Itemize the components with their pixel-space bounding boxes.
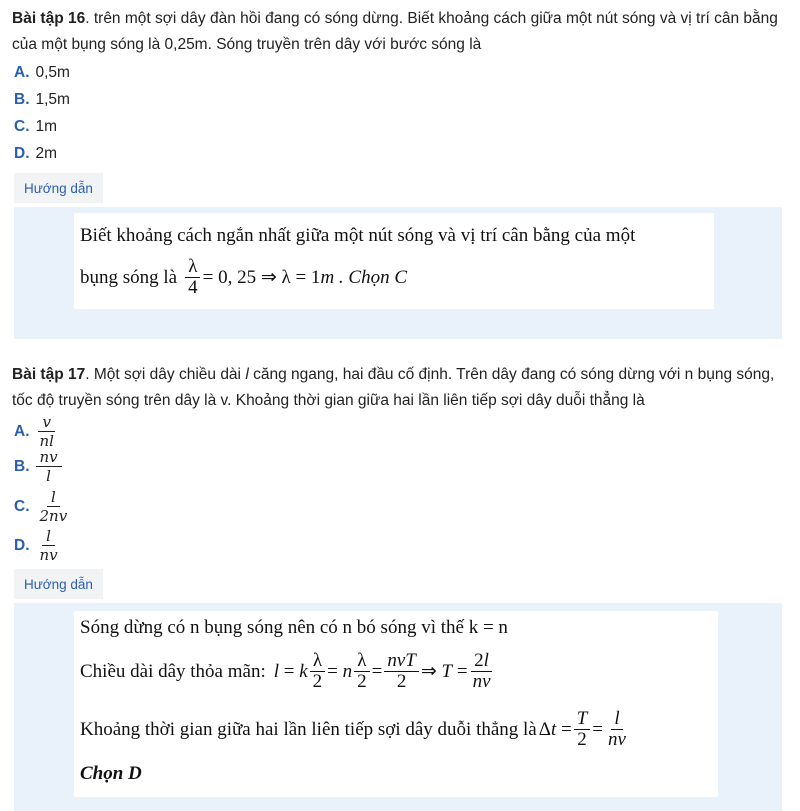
question-17-text-b: căng ngang, hai đầu cố định. Trên dây đang có sóng dừng với n bụng sóng, tốc độ truyền sóng trên dây là v. Khoảng thời gian giữa hai lần liên tiếp sợi dây duỗi thẳng là [12, 366, 775, 409]
option-fraction [36, 449, 62, 484]
fraction-numerator: l [611, 709, 622, 730]
option-letter: D. [14, 536, 30, 554]
option-letter: C. [14, 118, 30, 135]
fraction-denominator: nl [39, 432, 54, 450]
option-letter: B. [14, 457, 30, 475]
fraction-numerator: λ [310, 651, 325, 672]
question-16-label: Bài tập 16 [12, 10, 86, 27]
math-T: T [441, 660, 453, 682]
fraction-denominator: 2 [312, 671, 323, 692]
fraction-numerator: nvT [384, 651, 419, 672]
math-fraction [384, 651, 419, 692]
q16-solution-line-2 [80, 257, 407, 298]
option-letter: C. [14, 497, 30, 515]
solution-text: bụng sóng là [80, 266, 178, 288]
fraction-denominator: nv [608, 729, 626, 750]
fraction-numerator: 2l [471, 651, 492, 672]
q17-solution-box [14, 603, 782, 811]
fraction-denominator: nv [39, 546, 58, 564]
q16-solution-image [74, 213, 714, 309]
option-fraction [36, 489, 72, 524]
option-text: 0,5m [35, 64, 70, 81]
solution-text: Khoảng thời gian giữa hai lần liên tiếp sợi dây duỗi thẳng là [80, 718, 537, 740]
math-n: n [342, 660, 353, 682]
math-fraction [354, 651, 370, 692]
option-fraction [36, 414, 58, 449]
q16-option-c[interactable] [14, 118, 57, 136]
q16-solution-line-1: Biết khoảng cách ngắn nhất giữa một nút sóng và vị trí cân bằng của một [80, 225, 636, 246]
option-letter: A. [14, 422, 30, 440]
math-l: l [273, 660, 280, 682]
q17-solution-line-1: Sóng dừng có n bụng sóng nên có n bó sóng vì thế k = n [80, 617, 508, 638]
fraction-numerator: l [47, 489, 60, 507]
fraction-denominator: l [46, 467, 51, 485]
fraction-numerator: l [42, 528, 55, 546]
fraction-numerator: T [574, 709, 591, 730]
option-letter: B. [14, 91, 30, 108]
solution-equation: = 0, 25 ⇒ λ = 1 [202, 267, 321, 288]
q17-solution-line-2: Chiều dài dây thỏa mãn: l = k $\frac{\lambda}{2}$ = n $\frac{\lambda}{2}$ = nvT 2 ⇒ T = $\frac{2l}{nv}$ [80, 651, 496, 692]
q16-solution-box [14, 207, 782, 339]
q17-option-a[interactable] [14, 414, 58, 449]
q17-option-c[interactable] [14, 489, 71, 524]
math-delta-t: Δt [538, 718, 557, 740]
question-16-text: . trên một sợi dây đàn hồi đang có sóng dừng. Biết khoảng cách giữa một nút sóng và vị trí cân bằng của một bụng sóng là 0,25m. Sóng truyền trên dây với bước sóng là [12, 10, 778, 53]
q16-guide-button[interactable]: Hướng dẫn [14, 173, 103, 203]
q17-option-d[interactable] [14, 528, 62, 563]
fraction-denominator: 2 [396, 671, 407, 692]
option-text: 2m [35, 145, 58, 162]
option-text: 1,5m [35, 91, 70, 108]
fraction-numerator: v [38, 414, 54, 432]
fraction-denominator: 2 [577, 729, 587, 750]
q16-option-d[interactable] [14, 145, 57, 163]
math-fraction [310, 651, 326, 692]
solution-text: Chiều dài dây thỏa mãn: [80, 660, 266, 682]
q17-solution-image [74, 611, 718, 797]
question-17-text-a: . Một sợi dây chiều dài [85, 366, 246, 383]
math-k: k [299, 660, 308, 682]
math-fraction [605, 709, 629, 750]
lambda-over-4-fraction [185, 257, 201, 298]
option-letter: A. [14, 64, 30, 81]
fraction-denominator: 2nv [39, 507, 68, 525]
math-fraction [574, 709, 591, 750]
fraction-denominator: 4 [188, 277, 198, 298]
fraction-numerator: nv [36, 449, 62, 467]
option-letter: D. [14, 145, 30, 162]
q16-option-b[interactable] [14, 91, 70, 109]
q17-solution-line-3: Khoảng thời gian giữa hai lần liên tiếp sợi dây duỗi thẳng là Δt = $\frac{T}{2}$ = $\frac{l}{nv}$ [80, 709, 631, 750]
fraction-numerator: λ [354, 651, 369, 672]
q17-guide-button[interactable]: Hướng dẫn [14, 569, 103, 599]
solution-unit: m [320, 266, 335, 288]
option-fraction [36, 528, 62, 563]
option-text: 1m [35, 118, 58, 135]
q17-solution-line-4: Chọn D [80, 763, 142, 784]
question-17-variable-l: l [245, 366, 249, 383]
question-16 [12, 6, 788, 58]
math-fraction [470, 651, 494, 692]
fraction-numerator: λ [185, 257, 200, 278]
q16-option-a[interactable] [14, 64, 70, 82]
question-17 [12, 362, 788, 414]
fraction-denominator: 2 [357, 671, 367, 692]
question-17-label: Bài tập 17 [12, 366, 86, 383]
solution-answer: . Chọn C [338, 266, 408, 288]
q17-option-b[interactable] [14, 449, 62, 484]
fraction-denominator: nv [472, 671, 491, 692]
